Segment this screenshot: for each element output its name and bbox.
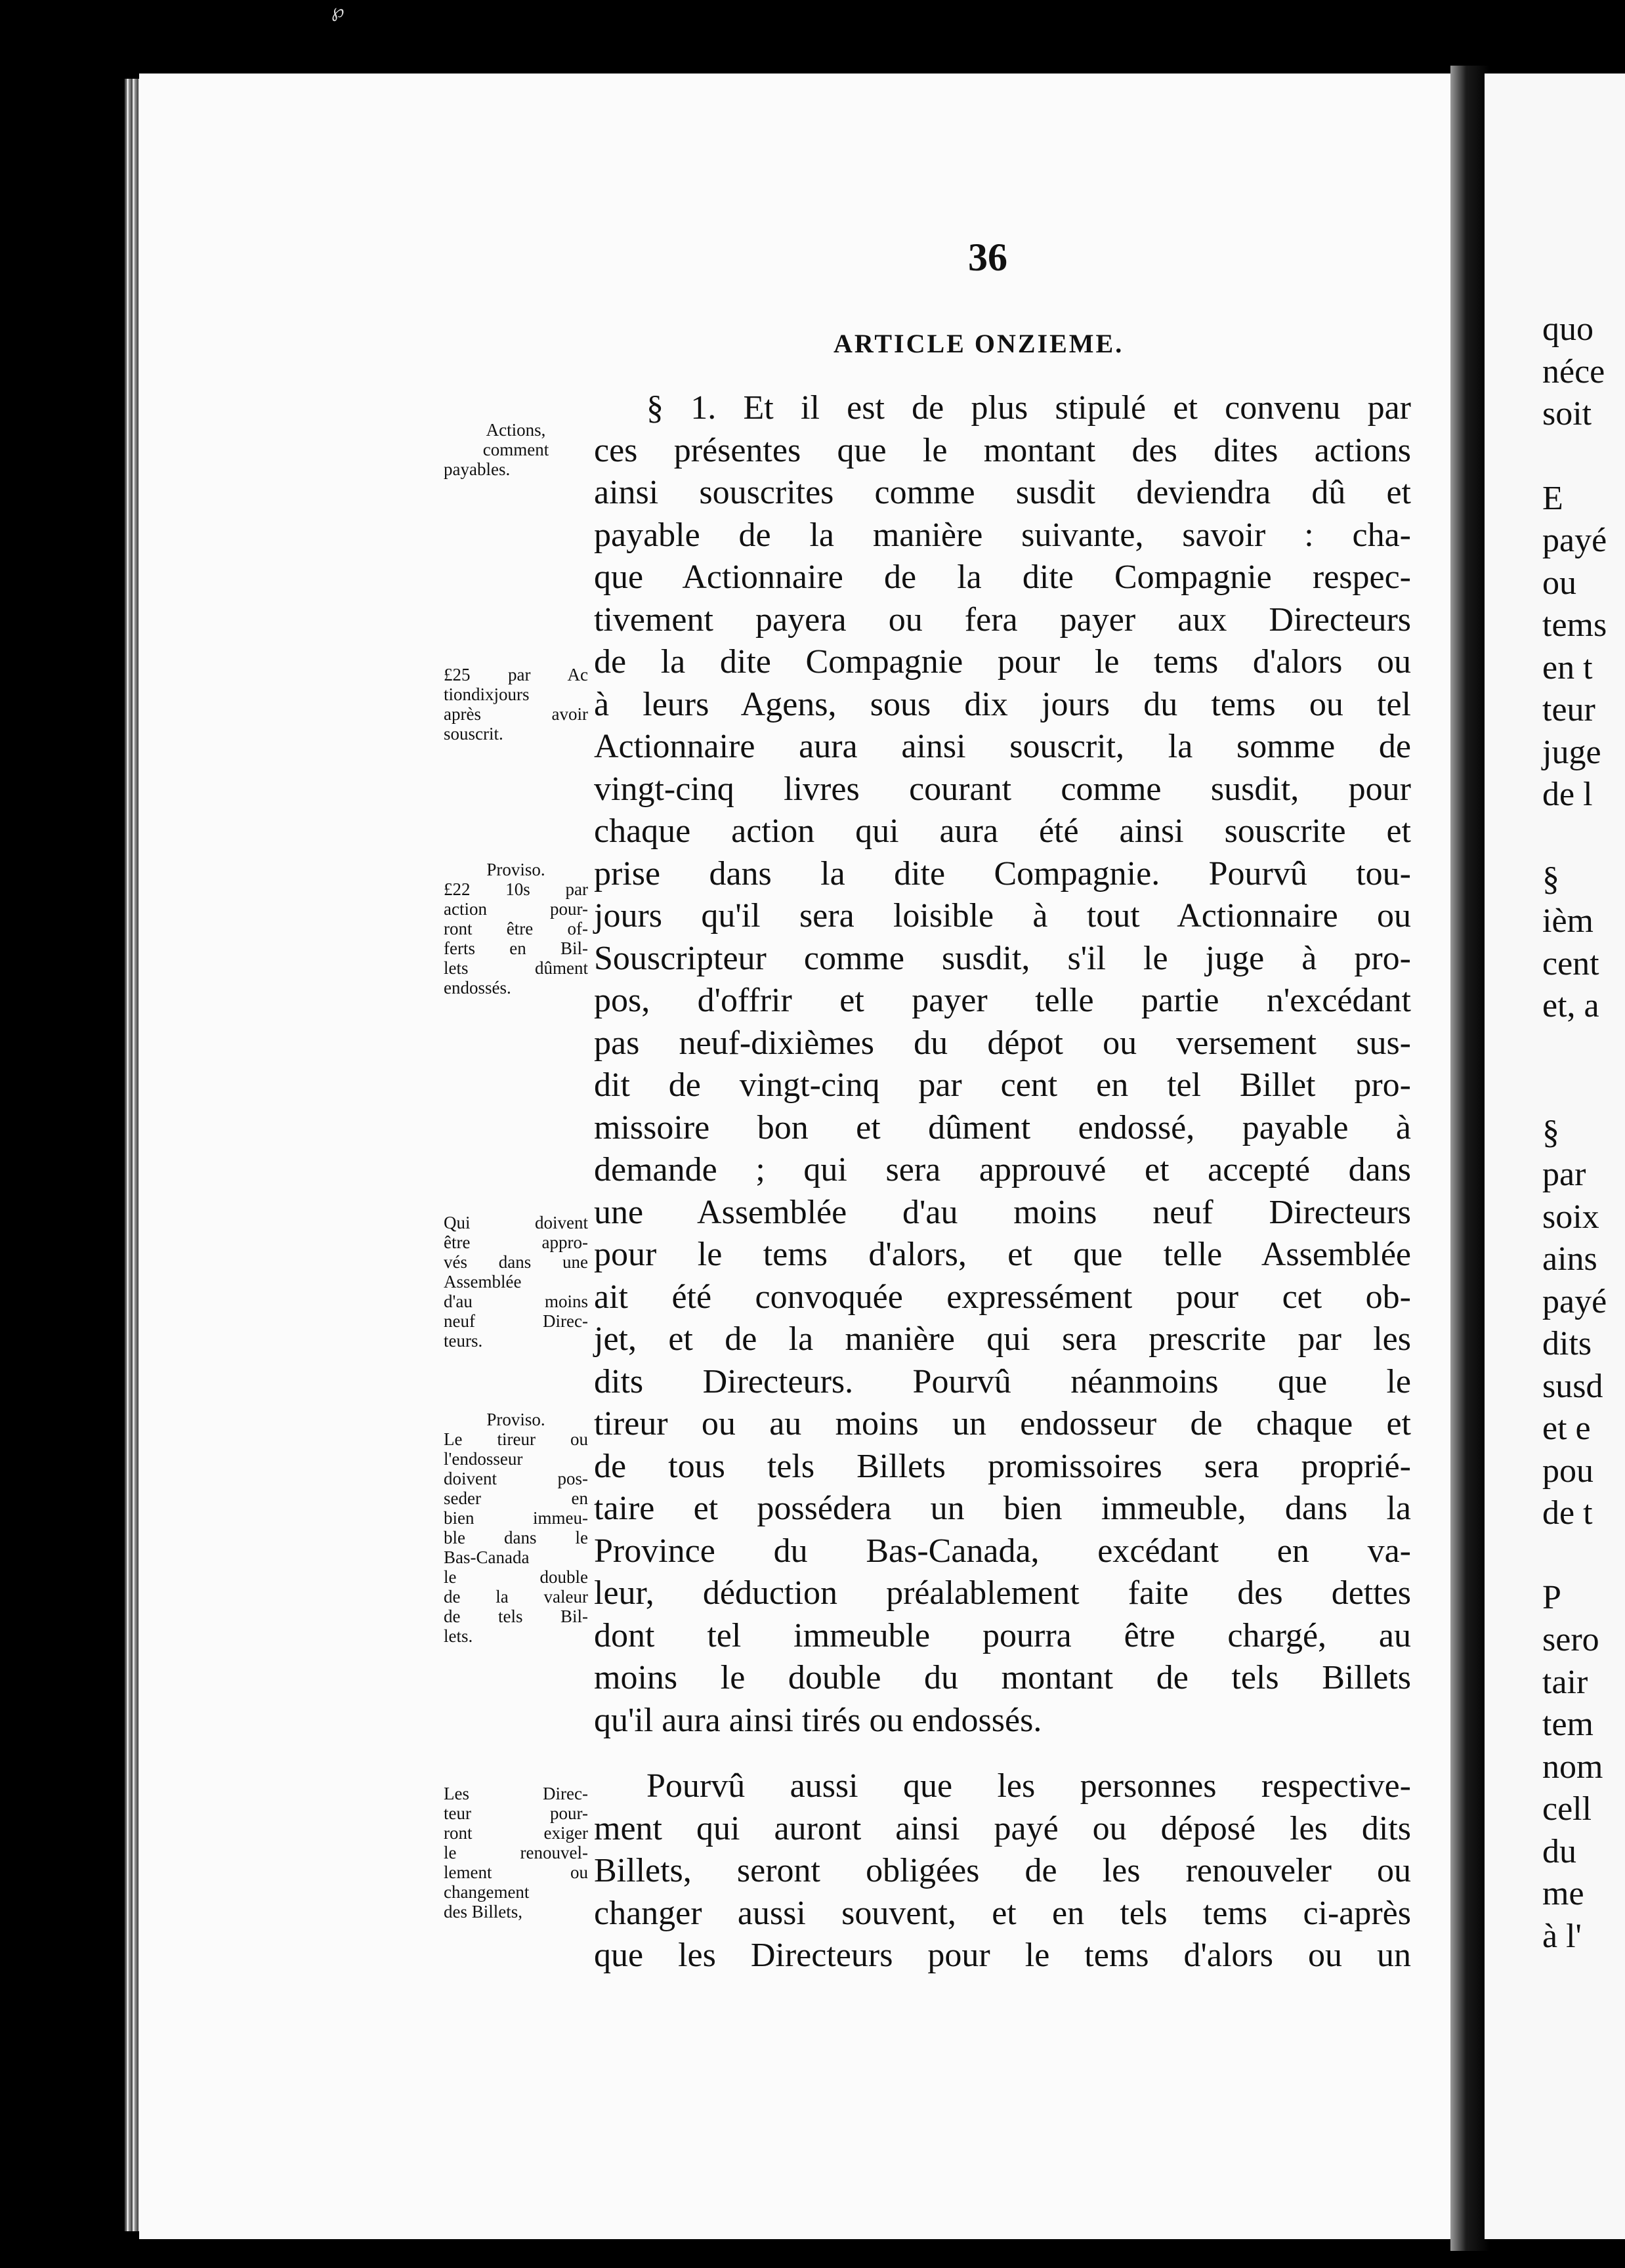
right-page-line: cent [1542, 944, 1599, 982]
margin-note-line: Assemblée [444, 1272, 522, 1292]
margin-note-line: lets. [444, 1626, 473, 1646]
right-page-gap [1542, 1028, 1607, 1070]
margin-note-line: bien immeu- [444, 1508, 588, 1528]
page-number: 36 [968, 236, 1007, 279]
margin-note-line: Actions, [486, 420, 546, 440]
right-page-line: par [1542, 1156, 1586, 1193]
right-page-line: susd [1542, 1367, 1603, 1405]
body-line: taire et possédera un bien immeuble, dans la [594, 1490, 1411, 1527]
body-line: tivement payera ou fera payer aux Directeurs [594, 600, 1411, 639]
margin-note [444, 860, 588, 998]
body-line: de tous tels Billets promissoires sera proprié- [594, 1447, 1411, 1485]
margin-note-line: endossés. [444, 978, 511, 998]
book-gutter [1450, 66, 1490, 2251]
right-page-line: dits [1542, 1325, 1592, 1362]
body-line: jet, et de la manière qui sera prescrite par les [594, 1320, 1411, 1358]
right-page-gap [1542, 1070, 1607, 1112]
body-line: ces présentes que le montant des dites actions [594, 431, 1411, 469]
right-page-line: § [1542, 860, 1559, 898]
body-line: Actionnaire aura ainsi souscrit, la somme de [594, 728, 1411, 765]
right-page-line: ièm [1542, 902, 1593, 940]
body-line: dit de vingt-cinq par cent en tel Billet pro- [594, 1066, 1411, 1104]
body-line: moins le double du montant de tels Billets [594, 1659, 1411, 1696]
body-line: une Assemblée d'au moins neuf Directeurs [594, 1193, 1411, 1231]
margin-note-line: d'au moins [444, 1292, 588, 1311]
right-page-line: juge [1542, 733, 1601, 771]
paragraph-gap [594, 1742, 1411, 1765]
right-page-gap [1542, 1535, 1607, 1577]
body-line: que Actionnaire de la dite Compagnie respec- [594, 558, 1411, 596]
body-line: dits Directeurs. Pourvû néanmoins que le [594, 1362, 1411, 1400]
right-page-gap [1542, 816, 1607, 858]
margin-note-line: lets dûment [444, 958, 588, 978]
margin-note [444, 665, 588, 744]
margin-note-line: payables. [444, 459, 511, 479]
body-line: Province du Bas-Canada, excédant en va- [594, 1532, 1411, 1570]
margin-note-line: seder en [444, 1488, 588, 1508]
right-page-line: du [1542, 1832, 1576, 1870]
margin-note-line: teur pour- [444, 1803, 588, 1823]
right-page-line: néce [1542, 352, 1605, 390]
body-line: payable de la manière suivante, savoir : cha- [594, 516, 1411, 554]
body-line: pas neuf-dixièmes du dépot ou versement sus- [594, 1024, 1411, 1062]
body-line: pos, d'offrir et payer telle partie n'excédant [594, 982, 1411, 1019]
body-line: que les Directeurs pour le tems d'alors ou un [594, 1937, 1411, 1974]
corner-mark: ℘ [331, 1, 345, 22]
margin-note-line: lement ou [444, 1862, 588, 1882]
right-page-line: quo [1542, 310, 1593, 348]
body-line: Pourvû aussi que les personnes respective- [646, 1767, 1411, 1805]
margin-note [444, 1784, 588, 1922]
right-page-line: pou [1542, 1452, 1593, 1490]
body-line: à leurs Agens, sous dix jours du tems ou tel [594, 685, 1411, 723]
margin-note-line: le renouvel- [444, 1843, 588, 1862]
right-page-line: sero [1542, 1621, 1599, 1658]
right-page-line: à l' [1542, 1917, 1582, 1955]
body-line: Billets, seront obligées de les renouveler ou [594, 1852, 1411, 1889]
margin-note-line: ront être of- [444, 919, 588, 938]
right-page-line: tems [1542, 606, 1607, 644]
body-line: ment qui auront ainsi payé ou déposé les dits [594, 1809, 1411, 1847]
right-page-line: en t [1542, 648, 1593, 686]
right-page-line: de t [1542, 1494, 1593, 1532]
right-page-line: § [1542, 1113, 1559, 1151]
margin-note-line: ferts en Bil- [444, 938, 588, 958]
body-line: chaque action qui aura été ainsi souscrite et [594, 812, 1411, 850]
margin-note-line: neuf Direc- [444, 1311, 588, 1331]
body-line: § 1. Et il est de plus stipulé et convenu par [646, 389, 1411, 427]
article-title: ARTICLE ONZIEME. [834, 329, 1124, 358]
right-page-line: ou [1542, 564, 1576, 602]
body-line: missoire bon et dûment endossé, payable à [594, 1108, 1411, 1146]
margin-note-line: Bas-Canada [444, 1547, 530, 1567]
body-line: leur, déduction préalablement faite des dettes [594, 1574, 1411, 1612]
margin-note-line: ront exiger [444, 1823, 588, 1843]
margin-note-line: Qui doivent [444, 1213, 588, 1232]
right-page-line: tem [1542, 1706, 1593, 1743]
margin-note-line: Les Direc- [444, 1784, 588, 1803]
margin-note-line: de tels Bil- [444, 1606, 588, 1626]
margin-note [444, 1213, 588, 1351]
margin-note [444, 1410, 588, 1646]
margin-note-line: £22 10s par [444, 879, 588, 899]
margin-note-line: ble dans le [444, 1528, 588, 1547]
margin-note-line: être appro- [444, 1232, 588, 1252]
margin-note-line: Proviso. [486, 860, 545, 879]
right-page-line: payé [1542, 522, 1607, 559]
margin-note-line: de la valeur [444, 1587, 588, 1606]
margin-note-line: souscrit. [444, 724, 503, 744]
right-page-line: P [1542, 1578, 1561, 1616]
margin-note-line: action pour- [444, 899, 588, 919]
body-text [594, 387, 1411, 1977]
body-line: jours qu'il sera loisible à tout Actionnaire ou [594, 897, 1411, 934]
right-page-line: soix [1542, 1198, 1599, 1236]
body-line: pour le tems d'alors, et que telle Assemblée [594, 1236, 1411, 1273]
right-page-line: et, a [1542, 987, 1599, 1024]
margin-note-line: vés dans une [444, 1252, 588, 1272]
right-page-line: de l [1542, 776, 1593, 813]
right-page-line: me [1542, 1875, 1584, 1912]
right-page-line: teur [1542, 691, 1595, 728]
body-line: changer aussi souvent, et en tels tems ci-après [594, 1894, 1411, 1932]
margin-note-line: tiondixjours [444, 684, 530, 704]
right-page-line: tair [1542, 1663, 1588, 1701]
right-page-line: payé [1542, 1282, 1607, 1320]
body-line: vingt-cinq livres courant comme susdit, pour [594, 770, 1411, 808]
right-page-line: cell [1542, 1790, 1592, 1828]
right-page-line: nom [1542, 1748, 1603, 1786]
right-page-line: soit [1542, 395, 1592, 432]
body-line: demande ; qui sera approuvé et accepté dans [594, 1151, 1411, 1188]
margin-note-line: changement [444, 1882, 530, 1902]
margin-note-line: teurs. [444, 1331, 483, 1351]
body-line: tireur ou au moins un endosseur de chaque et [594, 1405, 1411, 1442]
right-page-line: E [1542, 479, 1563, 517]
body-line: de la dite Compagnie pour le tems d'alors ou [594, 643, 1411, 681]
margin-note-line: après avoir [444, 704, 588, 724]
right-page-line: et e [1542, 1410, 1591, 1447]
body-line: prise dans la dite Compagnie. Pourvû tou- [594, 854, 1411, 892]
margin-note-line: comment [482, 440, 549, 459]
margin-note-line: l'endosseur [444, 1449, 523, 1469]
body-line: qu'il aura ainsi tirés ou endossés. [594, 1701, 1042, 1739]
body-line: ait été convoquée expressément pour cet ob- [594, 1278, 1411, 1316]
margin-note-line: £25 par Ac [444, 665, 588, 684]
margin-note-line: Le tireur ou [444, 1429, 588, 1449]
body-line: ainsi souscrites comme susdit deviendra dû et [594, 474, 1411, 511]
margin-note-line: des Billets, [444, 1902, 522, 1922]
right-page-gap [1542, 436, 1607, 478]
body-line: Souscripteur comme susdit, s'il le juge à pro- [594, 939, 1411, 977]
margin-note [444, 420, 588, 479]
margin-note-line: Proviso. [486, 1410, 545, 1429]
margin-note-line: doivent pos- [444, 1469, 588, 1488]
right-page-text [1542, 308, 1607, 1958]
body-line: dont tel immeuble pourra être chargé, au [594, 1616, 1411, 1654]
right-page-line: ains [1542, 1240, 1597, 1278]
margin-note-line: le double [444, 1567, 588, 1587]
